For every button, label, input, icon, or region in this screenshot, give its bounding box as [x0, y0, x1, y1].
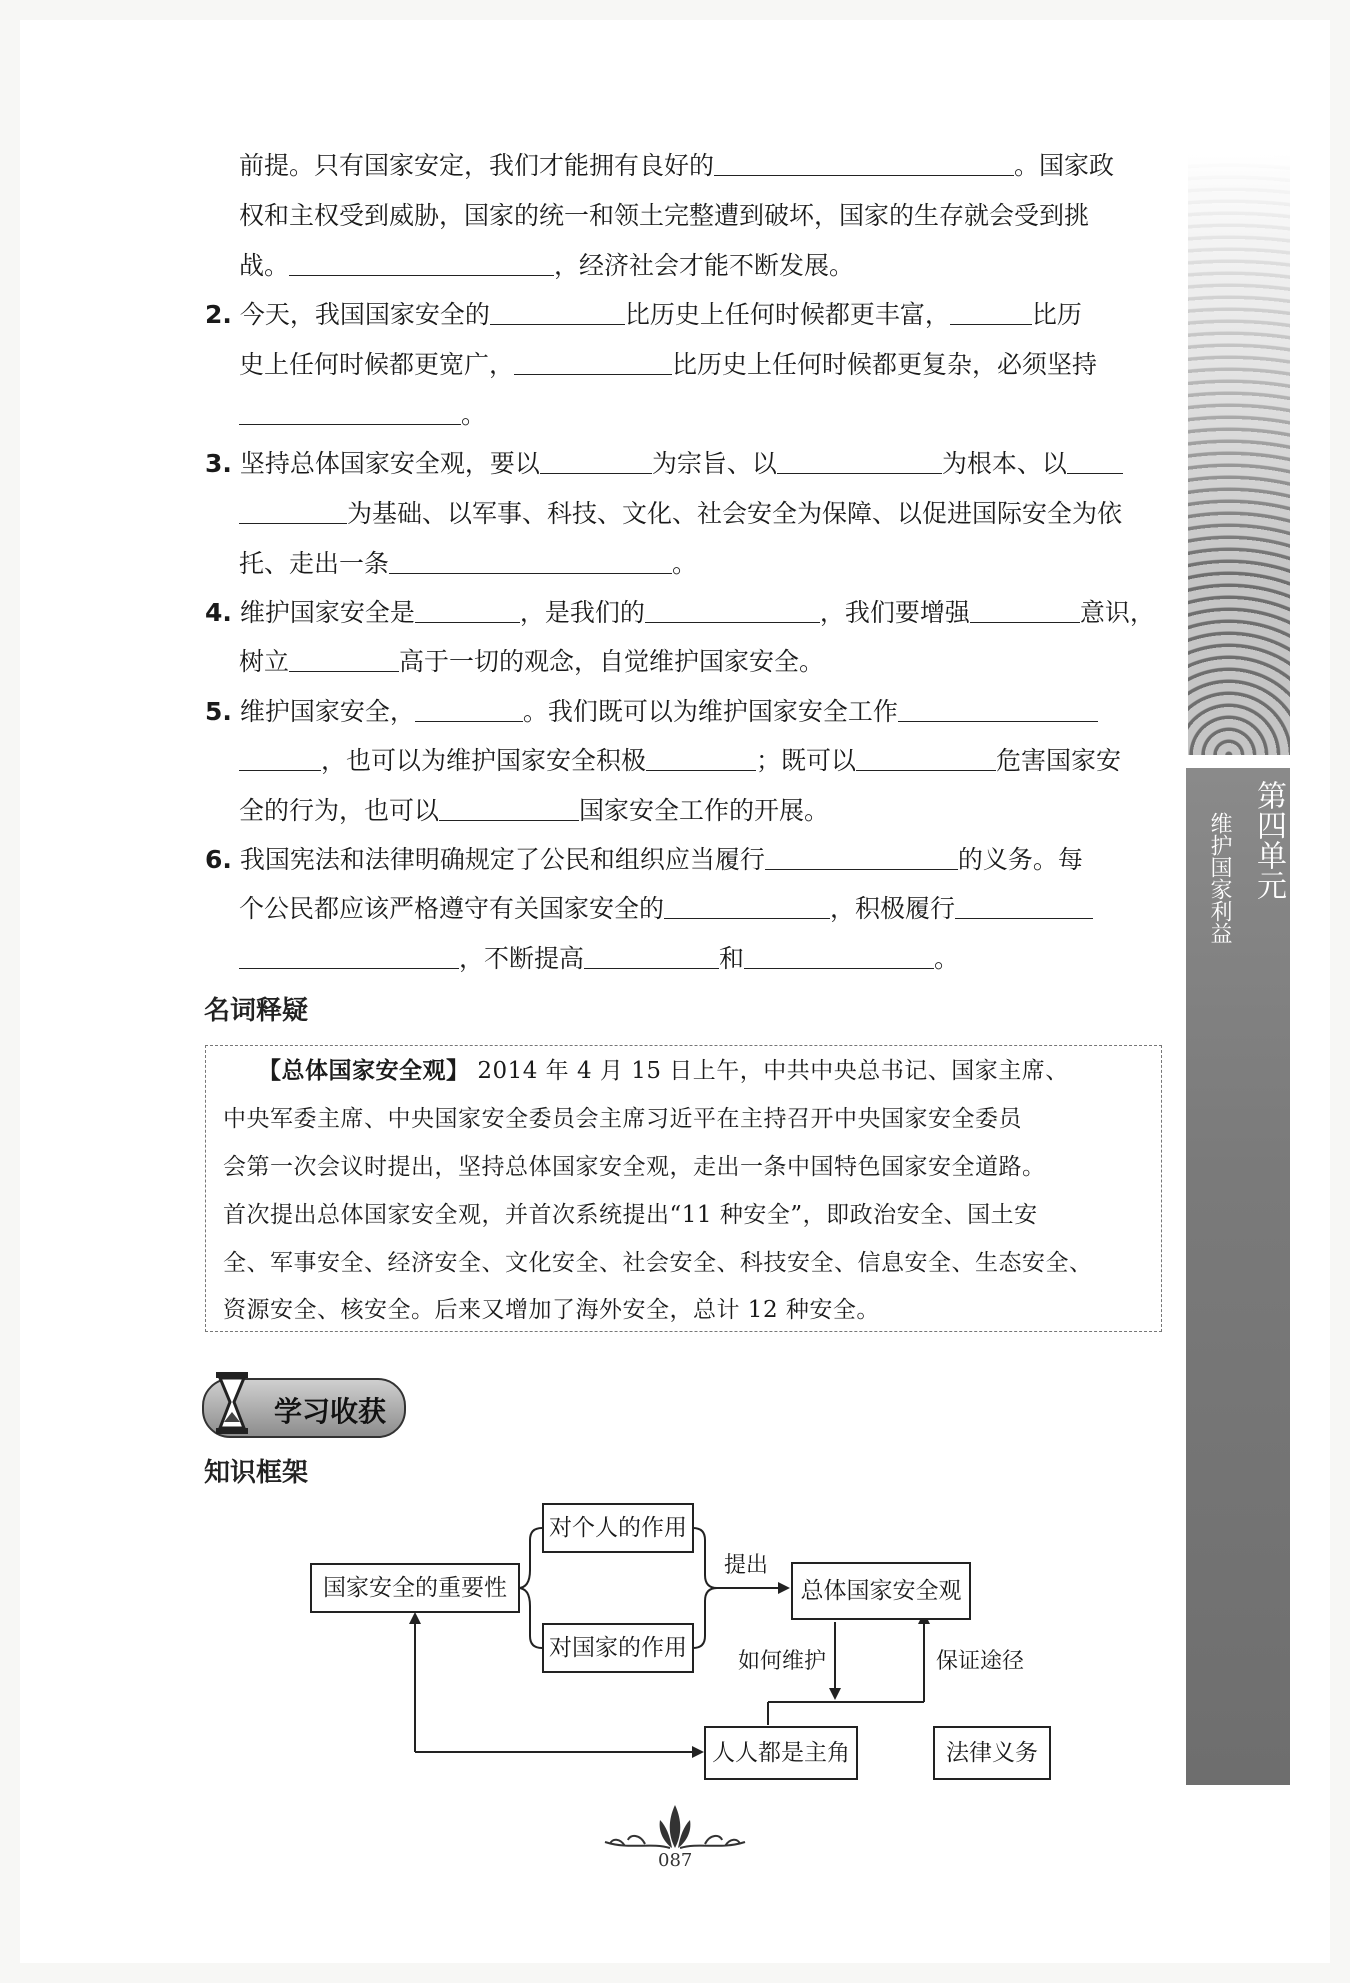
text-line: 史上任何时候都更宽广， 比历史上任何时候都更复杂，必须坚持: [239, 350, 1098, 379]
text-line: 权和主权受到威胁，国家的统一和领土完整遭到破坏，国家的生存就会受到挑: [239, 201, 1090, 230]
glossary-line: 中央军委主席、中央国家安全委员会主席习近平在主持召开中央国家安全委员: [223, 1106, 1022, 1132]
everyone-role-box: 人人都是主角: [704, 1726, 858, 1780]
glossary-line: 全、军事安全、经济安全、文化安全、社会安全、科技安全、信息安全、生态安全、: [223, 1250, 1093, 1276]
overall-security-box: 总体国家安全观: [791, 1562, 971, 1620]
text-line: 为基础、以军事、科技、文化、社会安全为保障、以促进国际安全为依: [239, 498, 1122, 530]
glossary-heading: 名词释疑: [204, 996, 309, 1026]
question-3: 3. 坚持总体国家安全观，要以 为宗旨、以 为根本、以: [205, 448, 1123, 480]
glossary-term: 【总体国家安全观】: [258, 1058, 470, 1084]
unit-number: 第四单元: [1251, 780, 1286, 900]
page-number: 087: [658, 1850, 693, 1871]
how-to-maintain-label: 如何维护: [738, 1649, 827, 1674]
legal-duty-box: 法律义务: [933, 1726, 1051, 1780]
glossary-line: 会第一次会议时提出，坚持总体国家安全观，走出一条中国特色国家安全道路。: [223, 1154, 1046, 1180]
text-line: 。: [239, 399, 486, 431]
question-6: 6. 我国宪法和法律明确规定了公民和组织应当履行 的义务。每: [205, 845, 1083, 874]
national-role-box: 对国家的作用: [542, 1623, 694, 1673]
question-4: 4. 维护国家安全是 ，是我们的 ，我们要增强 意识，: [205, 598, 1155, 627]
text-line: 前提。只有国家安定，我们才能拥有良好的 。国家政: [239, 151, 1115, 180]
framework-heading: 知识框架: [204, 1458, 309, 1488]
text-line: 树立 高于一切的观念，自觉维护国家安全。: [239, 647, 825, 676]
text-line: ，也可以为维护国家安全积极 ；既可以 危害国家安: [239, 745, 1121, 777]
ornament-icon: [600, 1800, 750, 1855]
glossary-line: 首次提出总体国家安全观，并首次系统提出“11 种安全”，即政治安全、国土安: [223, 1202, 1038, 1228]
personal-role-box: 对个人的作用: [542, 1503, 694, 1553]
text-line: 战。 ，经济社会才能不断发展。: [239, 251, 855, 280]
question-5: 5. 维护国家安全， 。我们既可以为维护国家安全工作: [205, 696, 1098, 728]
question-2: 2. 今天，我国国家安全的 比历史上任何时候都更丰富， 比历: [205, 300, 1082, 329]
propose-label: 提出: [724, 1553, 769, 1578]
glossary-line: 【总体国家安全观】 2014 年 4 月 15 日上午，中共中央总书记、国家主席、: [258, 1058, 1069, 1084]
text-line: 个公民都应该严格遵守有关国家安全的 ，积极履行: [239, 893, 1093, 925]
text-line: 托、走出一条 。: [239, 549, 698, 578]
text-line: 全的行为，也可以 国家安全工作的开展。: [239, 796, 830, 825]
learning-gains-label: 学习收获: [274, 1395, 387, 1428]
text-line: ，不断提高 和 。: [239, 943, 959, 975]
unit-title: 维护国家利益: [1207, 812, 1232, 944]
importance-box: 国家安全的重要性: [310, 1563, 520, 1613]
glossary-line: 资源安全、核安全。后来又增加了海外安全，总计 12 种安全。: [223, 1297, 880, 1323]
guarantee-label: 保证途径: [936, 1649, 1025, 1674]
